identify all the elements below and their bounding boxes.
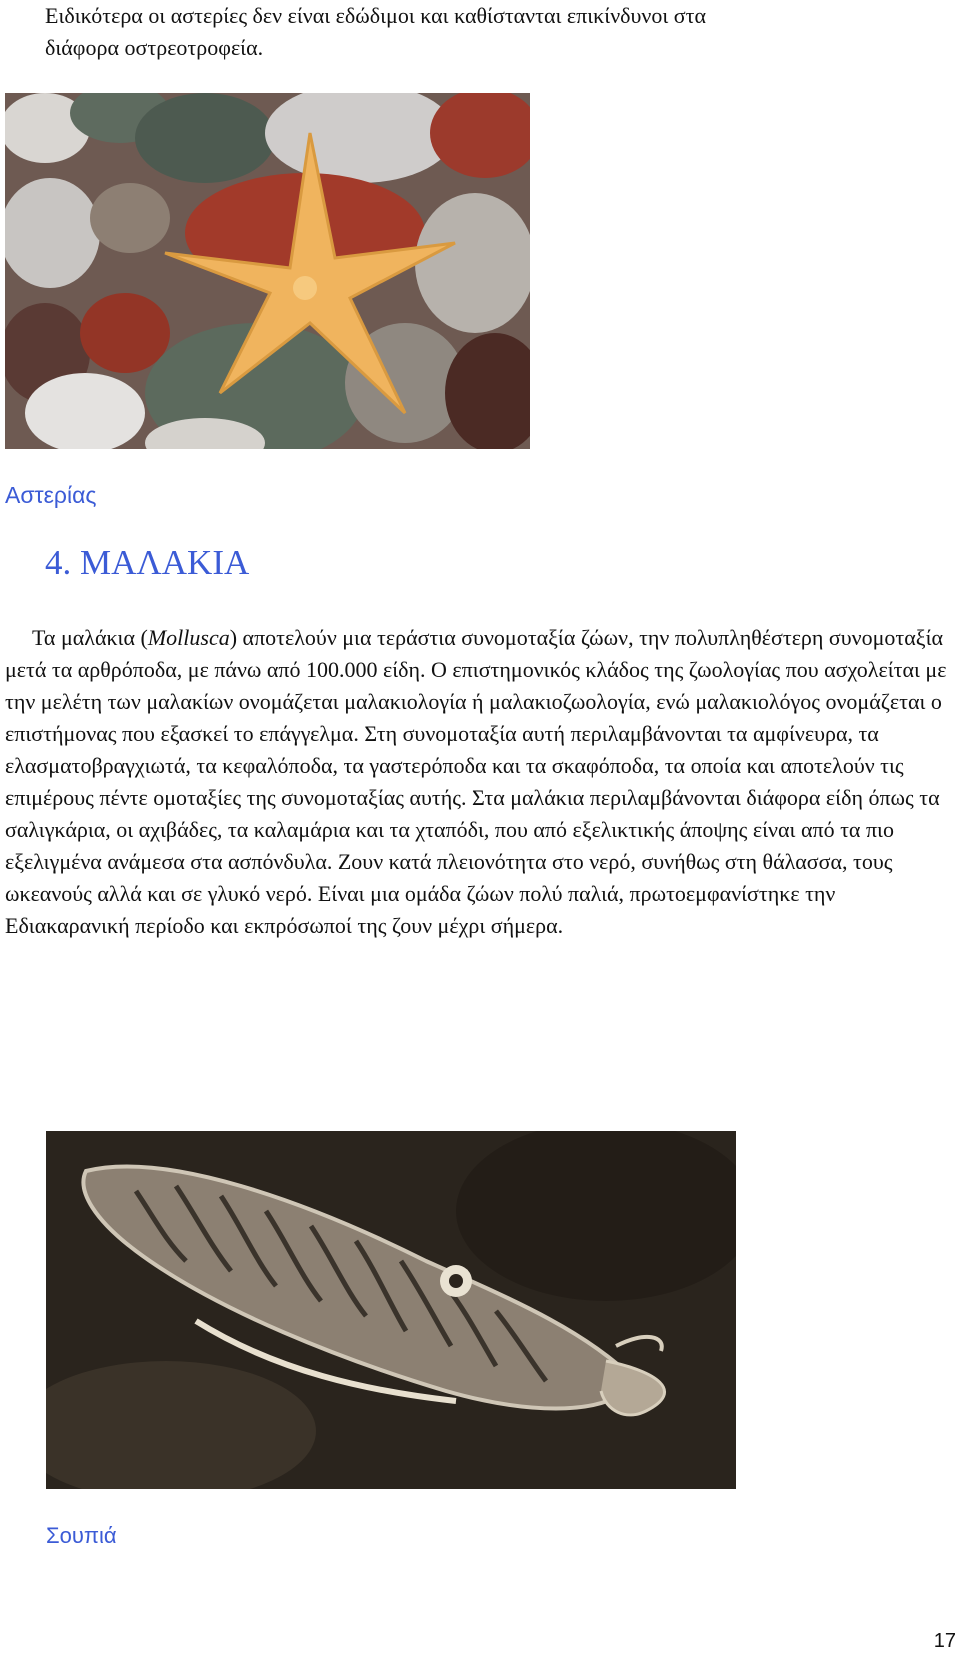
intro-line-2: διάφορα οστρεοτροφεία. — [45, 35, 264, 60]
starfish-photo — [5, 93, 530, 449]
starfish-illustration — [5, 93, 530, 449]
paragraph-latin-term: Mollusca — [147, 625, 230, 650]
section-heading: 4. ΜΑΛΑΚΙΑ — [45, 543, 250, 582]
paragraph-start: Τα μαλάκια ( — [32, 625, 148, 650]
page-number: 17 — [933, 1630, 956, 1652]
mollusca-paragraph — [5, 622, 960, 942]
cuttlefish-caption: Σουπιά — [46, 1523, 117, 1548]
cuttlefish-photo — [46, 1131, 736, 1489]
cuttlefish-illustration — [46, 1131, 736, 1489]
starfish-caption: Αστερίας — [5, 482, 97, 508]
intro-line-1: Ειδικότερα οι αστερίες δεν είναι εδώδιμοι και καθίστανται επικίνδυνοι στα — [45, 3, 706, 28]
paragraph-rest: ) αποτελούν μια τεράστια συνομοταξία ζώων, την πολυπληθέστερη συνομοταξία μετά τα αρθρόποδα, με πάνω από 100.000 είδη. Ο επιστημονικός κλάδος της ζωολογίας που ασχολείται με την μελέτη των μαλακίων ονομάζεται μαλακιολογία ή μαλακιοζωολογία, ενώ μαλακιολόγος ονομάζεται ο επιστήμονας που εξασκεί το επάγγελμα. Στη συνομοταξία αυτή περιλαμβάνονται τα αμφίνευρα, τα ελασματοβραγχιωτά, τα κεφαλόποδα, τα γαστερόποδα και τα σκαφόποδα, τα οποία και αποτελούν τις επιμέρους πέντε ομοταξίες της συνομοταξίας αυτής. Στα μαλάκια περιλαμβάνονται διάφορα είδη όπως τα σαλιγκάρια, οι αχιβάδες, τα καλαμάρια και τα χταπόδι, που από εξελικτικής άποψης είναι από τα πιο εξελιγμένα ανάμεσα στα ασπόνδυλα. Ζουν κατά πλειονότητα στο νερό, συνήθως στη θάλασσα, τους ωκεανούς αλλά και σε γλυκό νερό. Είναι μια ομάδα ζώων πολύ παλιά, πρωτοεμφανίστηκε την Εδιακαρανική περίοδο και εκπρόσωποί της ζουν μέχρι σήμερα. — [5, 625, 947, 938]
intro-text — [45, 0, 925, 64]
